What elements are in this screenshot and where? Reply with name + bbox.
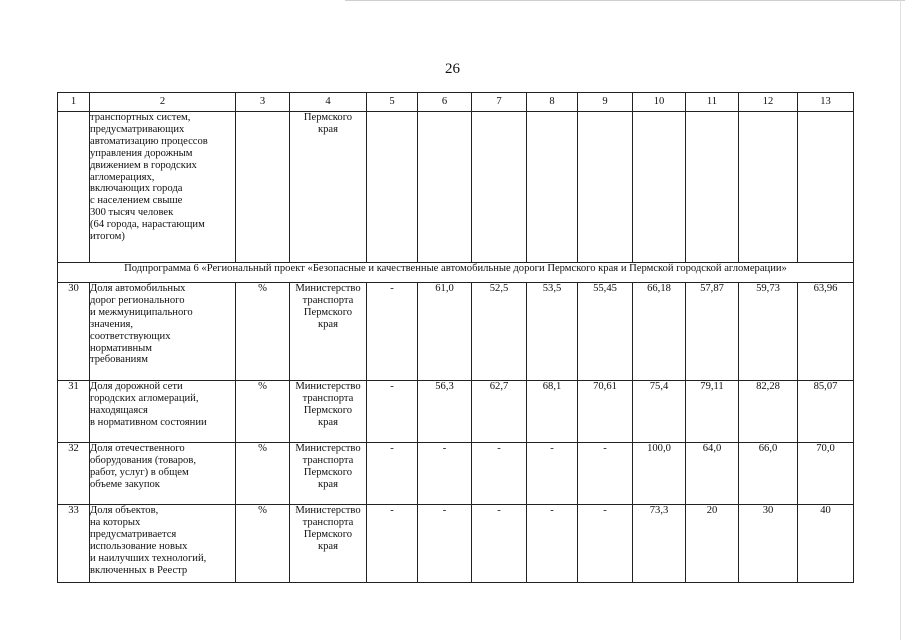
cell-text-line: 300 тысяч человек	[90, 207, 174, 219]
value-cell: 70,61	[578, 381, 633, 443]
value-cell: 64,0	[686, 443, 739, 505]
value-cell: 57,87	[686, 283, 739, 381]
value-cell: -	[367, 381, 418, 443]
column-header: 6	[418, 93, 472, 112]
indicator-description	[90, 381, 236, 443]
cell-text-line: автоматизацию процессов	[90, 135, 208, 147]
cell-text-line: предусматривающих	[90, 123, 185, 135]
row-number: 31	[58, 381, 90, 443]
cell-text-line: транспорта	[302, 454, 354, 466]
value-cell: -	[367, 283, 418, 381]
cell-text-line: Министерство	[295, 283, 361, 294]
cell-text-line: значения,	[90, 318, 134, 330]
column-header: 4	[290, 93, 367, 112]
value-cell: 68,1	[527, 381, 578, 443]
cell-empty	[527, 112, 578, 263]
cell-text-line: Пермского	[303, 466, 353, 478]
value-cell: 30	[739, 505, 798, 583]
cell-text-line: транспорта	[302, 294, 354, 306]
indicators-table	[57, 92, 854, 583]
cell-text-line: Пермского	[303, 528, 353, 540]
cell-empty	[633, 112, 686, 263]
indicator-description	[90, 443, 236, 505]
cell-empty	[58, 112, 90, 263]
column-header: 1	[58, 93, 90, 112]
column-header: 9	[578, 93, 633, 112]
value-cell: 79,11	[686, 381, 739, 443]
unit-cell: %	[236, 381, 290, 443]
cell-text-line: Министерство	[295, 381, 361, 392]
cell-text-line: Доля объектов,	[90, 505, 159, 516]
value-cell: 70,0	[798, 443, 854, 505]
unit-cell: %	[236, 283, 290, 381]
cell-empty	[472, 112, 527, 263]
value-cell: 52,5	[472, 283, 527, 381]
cell-text-line: Министерство	[295, 505, 361, 516]
value-cell: -	[578, 443, 633, 505]
cell-text-line: нормативным	[90, 342, 152, 354]
row-number: 32	[58, 443, 90, 505]
value-cell: -	[418, 505, 472, 583]
value-cell: 75,4	[633, 381, 686, 443]
executor-cell	[290, 112, 367, 263]
value-cell: -	[527, 505, 578, 583]
cell-text-line: находящаяся	[90, 404, 148, 416]
cell-text-line: включающих города	[90, 183, 183, 195]
cell-text-line: в нормативном состоянии	[90, 416, 207, 428]
cell-text-line: использование новых	[90, 540, 188, 552]
table-row	[58, 505, 854, 583]
table-row	[58, 443, 854, 505]
cell-text-line: Пермского	[303, 404, 353, 416]
value-cell: 66,0	[739, 443, 798, 505]
cell-text-line: управления дорожным	[90, 147, 193, 159]
value-cell: -	[472, 505, 527, 583]
cell-text-line: края	[317, 123, 339, 135]
cell-text-line: объеме закупок	[90, 478, 160, 490]
cell-text-line: края	[317, 478, 339, 490]
cell-text-line: работ, услуг) в общем	[90, 466, 189, 478]
value-cell: 40	[798, 505, 854, 583]
cell-text-line: с населением свыше	[90, 195, 183, 207]
unit-cell: %	[236, 505, 290, 583]
column-header: 12	[739, 93, 798, 112]
column-header: 7	[472, 93, 527, 112]
cell-text-line: транспорта	[302, 516, 354, 528]
row-number: 30	[58, 283, 90, 381]
executor-cell	[290, 505, 367, 583]
indicator-description	[90, 283, 236, 381]
top-edge-rule	[345, 0, 905, 1]
right-edge-rule	[900, 0, 901, 640]
executor-cell	[290, 381, 367, 443]
value-cell: 59,73	[739, 283, 798, 381]
cell-text-line: движением в городских	[90, 159, 197, 171]
cell-text-line: дорог регионального	[90, 294, 185, 306]
value-cell: 73,3	[633, 505, 686, 583]
cell-empty	[367, 112, 418, 263]
column-header: 8	[527, 93, 578, 112]
value-cell: -	[367, 443, 418, 505]
cell-text-line: итогом)	[90, 231, 125, 243]
cell-text-line: и наилучших технологий,	[90, 552, 207, 564]
cell-text-line: агломерациях,	[90, 171, 155, 183]
column-header: 3	[236, 93, 290, 112]
indicator-description	[90, 112, 236, 263]
cell-text-line: соответствующих	[90, 330, 171, 342]
indicator-description	[90, 505, 236, 583]
value-cell: 62,7	[472, 381, 527, 443]
value-cell: -	[418, 443, 472, 505]
cell-text-line: предусматривается	[90, 528, 177, 540]
cell-text-line: оборудования (товаров,	[90, 454, 197, 466]
value-cell: 63,96	[798, 283, 854, 381]
cell-text-line: и межмуниципального	[90, 306, 193, 318]
cell-empty	[798, 112, 854, 263]
value-cell: -	[472, 443, 527, 505]
cell-empty	[418, 112, 472, 263]
value-cell: 85,07	[798, 381, 854, 443]
cell-text-line: транспорта	[302, 392, 354, 404]
cell-empty	[236, 112, 290, 263]
cell-empty	[578, 112, 633, 263]
value-cell: 82,28	[739, 381, 798, 443]
value-cell: -	[578, 505, 633, 583]
subprogram-title: Подпрограмма 6 «Региональный проект «Безопасные и качественные автомобильные дороги Пермского края и Пермской городской агломерации»	[58, 263, 854, 283]
cell-text-line: края	[317, 540, 339, 552]
value-cell: 61,0	[418, 283, 472, 381]
executor-cell	[290, 283, 367, 381]
cell-text-line: Пермского	[303, 112, 353, 123]
cell-text-line: Пермского	[303, 306, 353, 318]
continuation-row	[58, 112, 854, 263]
executor-cell	[290, 443, 367, 505]
column-header: 13	[798, 93, 854, 112]
column-header: 11	[686, 93, 739, 112]
value-cell: -	[527, 443, 578, 505]
cell-text-line: края	[317, 318, 339, 330]
cell-text-line: требованиям	[90, 354, 148, 366]
value-cell: 100,0	[633, 443, 686, 505]
page-number: 26	[445, 61, 460, 77]
table-row	[58, 381, 854, 443]
value-cell: 66,18	[633, 283, 686, 381]
value-cell: 55,45	[578, 283, 633, 381]
cell-text-line: транспортных систем,	[90, 112, 191, 123]
cell-text-line: включенных в Реестр	[90, 564, 188, 576]
header-row	[58, 93, 854, 112]
cell-text-line: Доля отечественного	[90, 443, 185, 454]
cell-text-line: Министерство	[295, 443, 361, 454]
cell-text-line: (64 города, нарастающим	[90, 219, 205, 231]
unit-cell: %	[236, 443, 290, 505]
cell-empty	[739, 112, 798, 263]
subprogram-row	[58, 263, 854, 283]
cell-text-line: Доля автомобильных	[90, 283, 186, 294]
value-cell: 56,3	[418, 381, 472, 443]
value-cell: 53,5	[527, 283, 578, 381]
table-body	[58, 93, 854, 583]
cell-text-line: на которых	[90, 516, 141, 528]
cell-empty	[686, 112, 739, 263]
column-header: 2	[90, 93, 236, 112]
value-cell: 20	[686, 505, 739, 583]
cell-text-line: городских агломераций,	[90, 392, 199, 404]
table-row	[58, 283, 854, 381]
cell-text-line: края	[317, 416, 339, 428]
column-header: 10	[633, 93, 686, 112]
cell-text-line: Доля дорожной сети	[90, 381, 183, 392]
value-cell: -	[367, 505, 418, 583]
column-header: 5	[367, 93, 418, 112]
row-number: 33	[58, 505, 90, 583]
